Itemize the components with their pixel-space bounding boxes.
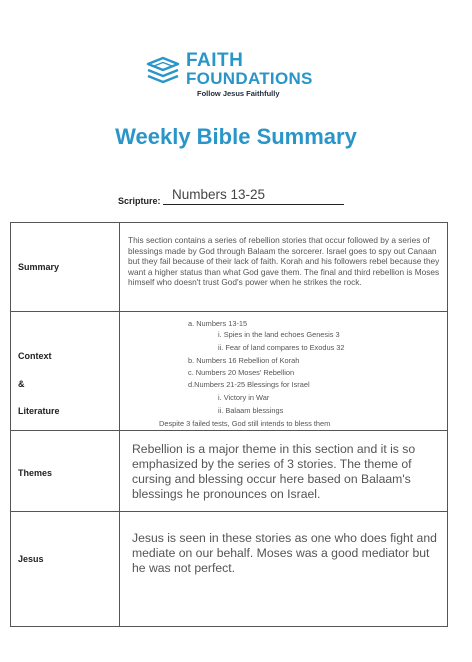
themes-label: Themes: [18, 468, 53, 478]
stacked-books-icon: [146, 55, 180, 87]
outline-item: Despite 3 failed tests, God still intends to bless them: [159, 419, 331, 428]
summary-label: Summary: [18, 262, 60, 272]
brand-tagline: Follow Jesus Faithfully: [197, 89, 280, 98]
outline-item: d.Numbers 21-25 Blessings for Israel: [188, 380, 310, 389]
summary-text[interactable]: This section contains a series of rebellion stories that occur followed by a series of blessings made by God through Balaam the sorcerer. Israel goes to spy out Canaan but they fail because of their lack of faith. Korah and his followers rebel because they want a higher status than what God gave them. The final and third rebellion is Moses himself who doesn't trust God's power when he strikes the rock.: [128, 235, 440, 288]
summary-table: [10, 222, 448, 627]
column-divider: [119, 223, 120, 626]
page-title: Weekly Bible Summary: [115, 124, 357, 149]
themes-text[interactable]: Rebellion is a major theme in this section and it is so emphasized by the series of 3 stories. The theme of cursing and blessing occur here based on Balaam's blessings he pronounces on Israel.: [132, 442, 416, 501]
jesus-label: Jesus: [18, 554, 44, 564]
brand-name-line1: FAITH: [186, 50, 244, 71]
outline-item: i. Victory in War: [218, 393, 270, 402]
row-divider: [11, 311, 447, 312]
scripture-underline: [163, 204, 344, 205]
scripture-label: Scripture:: [118, 196, 161, 206]
row-divider: [11, 430, 447, 431]
context-ampersand: &: [18, 379, 25, 389]
row-divider: [11, 511, 447, 512]
outline-item: c. Numbers 20 Moses' Rebellion: [188, 368, 295, 377]
scripture-field[interactable]: Numbers 13-25: [172, 187, 266, 202]
outline-item: ii. Fear of land compares to Exodus 32: [218, 343, 345, 352]
outline-item: b. Numbers 16 Rebellion of Korah: [188, 356, 300, 365]
outline-item: a. Numbers 13-15: [188, 319, 248, 328]
faith-foundations-logo: [146, 51, 326, 103]
outline-item: ii. Balaam blessings: [218, 406, 284, 415]
literature-label: Literature: [18, 406, 60, 416]
context-label: Context: [18, 351, 52, 361]
jesus-text[interactable]: Jesus is seen in these stories as one who does fight and mediate on our behalf. Moses was a good mediator but he was not perfect.: [132, 531, 437, 575]
outline-item: i. Spies in the land echoes Genesis 3: [218, 330, 340, 339]
brand-name-line2: FOUNDATIONS: [186, 69, 313, 88]
